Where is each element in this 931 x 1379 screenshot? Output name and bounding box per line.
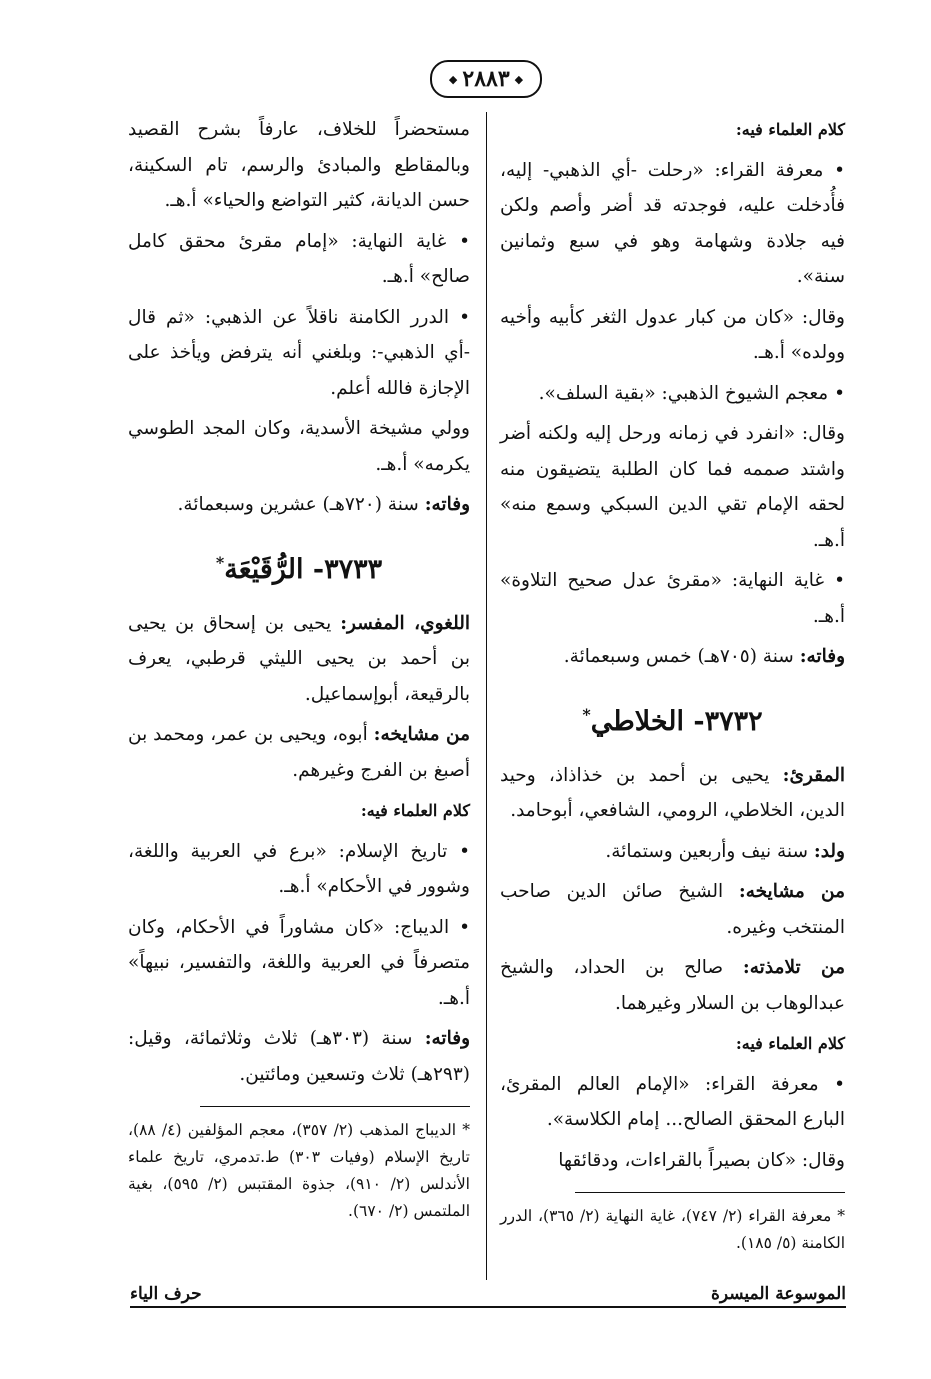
field-label: ولد: bbox=[813, 840, 845, 862]
field-label: اللغوي، المفسر: bbox=[340, 612, 470, 634]
paragraph: • غاية النهاية: «مقرئ عدل صحيح التلاوة» أ.هـ. bbox=[500, 570, 845, 627]
field-label: من مشايخه: bbox=[373, 724, 471, 745]
paragraph: وقال: «كان من كبار عدول الثغر كأبيه وأخيه وولده» أ.هـ. bbox=[500, 306, 845, 363]
teachers-line bbox=[128, 717, 470, 788]
footnote: * معرفة القراء (٢/ ٧٤٧)، غاية النهاية (٢/ ٣٦٥)، الدرر الكامنة (٥/ ١٨٥). bbox=[500, 1207, 845, 1252]
paragraph: • الدرر الكامنة ناقلاً عن الذهبي: «ثم قال -أي الذهبي-: وبلغني أنه يترفض ويأخذ على الإجازة فالله أعلم. bbox=[128, 306, 470, 399]
paragraph: وقال: «كان بصيراً بالقراءات، ودقائقها bbox=[558, 1149, 845, 1171]
field-text: يحيى بن أحمد بن خذاذاذ، وحيد الدين، الخلاطي، الرومي، الشافعي، أبوحامد. bbox=[500, 764, 845, 821]
field-text: الشيخ صائن الدين صاحب المنتخب وغيره. bbox=[500, 881, 845, 938]
field-text: أبوه، ويحيى بن عمر، ومحمد بن أصبغ بن الفرج وغيرهم. bbox=[128, 724, 470, 781]
field-text: سنة (٣٠٣هـ) ثلاث وثلاثمائة، وقيل: (٢٩٣هـ) ثلاث وتسعين ومائتين. bbox=[128, 1028, 470, 1085]
field-text: يحيى بن إسحاق بن يحيى بن أحمد بن يحيى الليثي قرطبي، يعرف بالرقيعة، أبوإسماعيل. bbox=[128, 612, 470, 705]
paragraph: • تاريخ الإسلام: «برع في العربية واللغة، وشوور في الأحكام» أ.هـ. bbox=[128, 840, 470, 897]
teachers-line bbox=[500, 874, 845, 945]
footnote-mark: * bbox=[582, 704, 591, 724]
page-footer bbox=[130, 1284, 846, 1308]
death-line bbox=[128, 487, 470, 523]
death-line bbox=[128, 1021, 470, 1092]
paragraph: • معرفة القراء: «رحلت -أي الذهبي- إليه، فأُدخلت عليه، فوجدته قد أضر وأصم ولكن فيه جلادة وشهامة وهو في سبع وثمانين سنة». bbox=[500, 159, 845, 287]
paragraph: • غاية النهاية: «إمام مقرئ محقق كامل صالح» أ.هـ. bbox=[128, 230, 470, 287]
bio-line bbox=[128, 606, 470, 713]
footnote-rule bbox=[200, 1106, 470, 1107]
paragraph: • معرفة القراء: «الإمام العالم المقرئ، البارع المحقق الصالح... إمام الكلاسة». bbox=[500, 1073, 845, 1130]
paragraph: وقال: «انفرد في زمانه ورحل إليه ولكنه أضر واشتد صممه فما كان الطلبة يتضيقون منه لحقه الإمام تقي الدين السبكي وسمع منه» أ.هـ. bbox=[500, 423, 845, 551]
entry-title-text: ٣٧٣٣- الرُّقَيْعَة bbox=[224, 553, 383, 585]
field-label: المقرئ: bbox=[782, 764, 845, 786]
field-label: وفاته: bbox=[424, 494, 470, 515]
footnote: * الديباج المذهب (٢/ ٣٥٧)، معجم المؤلفين (٤/ ٨٨)، تاريخ الإسلام (وفيات ٣٠٣) ط.تدمري، تاريخ علماء الأندلس (٢/ ٩١٠)، جذوة المقتبس (٢/ ٥٩٥)، بغية الملتمس (٢/ ٦٧٠). bbox=[128, 1121, 471, 1220]
left-column bbox=[128, 112, 470, 1230]
bio-line bbox=[500, 758, 845, 829]
field-text: سنة (٧٢٠هـ) عشرين وسبعمائة. bbox=[177, 494, 425, 515]
encyclopedia-name: الموسوعة الميسرة bbox=[710, 1284, 846, 1304]
page-number: ◆ ٢٨٨٣ ◆ bbox=[430, 60, 542, 98]
field-text: سنة نيف وأربعين وستمائة. bbox=[605, 840, 814, 862]
entry-title-text: ٣٧٣٢- الخلاطي bbox=[590, 705, 763, 737]
footnote-rule bbox=[575, 1192, 845, 1193]
footnote-mark: * bbox=[215, 552, 225, 572]
death-line bbox=[500, 639, 845, 675]
field-text: سنة (٧٠٥هـ) خمس وسبعمائة. bbox=[563, 646, 800, 667]
field-label: وفاته: bbox=[799, 646, 845, 667]
paragraph: وولي مشيخة الأسدية، وكان المجد الطوسي يكرمه» أ.هـ. bbox=[128, 418, 470, 475]
column-divider bbox=[486, 112, 487, 1280]
paragraph: • الديباج: «كان مشاوراً في الأحكام، وكان متصرفاً في العربية واللغة، والتفسير، نبيهاً» أ.هـ. bbox=[128, 916, 470, 1009]
paragraph: • معجم الشيوخ الذهبي: «بقية السلف». bbox=[538, 382, 845, 404]
born-line bbox=[500, 834, 845, 870]
paragraph: مستحضراً للخلاف، عارفاً بشرح القصيد وبالمقاطع والمبادئ والرسم، تام السكينة، حسن الديانة، كثير التواضع والحياء» أ.هـ. bbox=[128, 119, 470, 211]
field-label: من مشايخه: bbox=[738, 881, 845, 902]
entry-title bbox=[500, 695, 845, 742]
letter-section: حرف الياء bbox=[130, 1284, 202, 1304]
section-heading: كلام العلماء فيه: bbox=[735, 120, 845, 139]
section-heading: كلام العلماء فيه: bbox=[360, 801, 470, 820]
field-text: صالح بن الحداد، والشيخ عبدالوهاب بن السلار وغيرهما. bbox=[500, 957, 845, 1014]
entry-title bbox=[128, 543, 470, 590]
right-column bbox=[500, 112, 845, 1262]
students-line bbox=[500, 950, 845, 1021]
field-label: من تلامذته: bbox=[742, 957, 845, 978]
section-heading: كلام العلماء فيه: bbox=[735, 1034, 845, 1053]
field-label: وفاته: bbox=[424, 1028, 470, 1049]
